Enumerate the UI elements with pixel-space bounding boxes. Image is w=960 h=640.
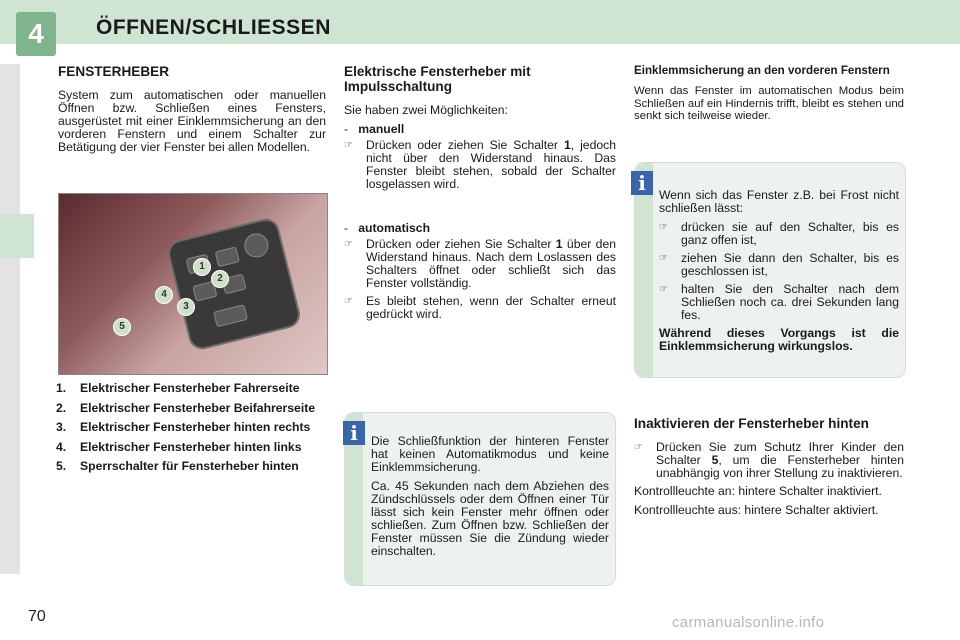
- mirror-knob: [242, 231, 271, 260]
- light-off-text: Kontrollleuchte aus: hintere Schalter aktiviert.: [634, 503, 879, 517]
- info-icon: i: [631, 171, 653, 195]
- info-box-text: Wenn sich das Fenster z.B. bei Frost nicht schließen lässt: ☞ drücken sie auf den Schalter, bis es ganz offen ist, ☞ ziehen Sie dann den Schalter, bis es geschlossen ist, ☞ halten Sie den Schalter nach dem Schließen noch ca. drei Sekunden lang fes. Während dieses Vorgangs ist die Einklemmsicherung wirkungslos.: [659, 188, 899, 353]
- manual-bullet: ☞ Drücken oder ziehen Sie Schalter 1, jedoch nicht über den Widerstand hinaus. Das Fenster bleibt stehen, sobald der Schalter losgelassen wird.: [344, 138, 617, 191]
- label-1: 1: [193, 258, 211, 276]
- pointer-icon: ☞: [659, 284, 668, 295]
- subheading-einklemm: Einklemmsicherung an den vorderen Fenstern: [634, 64, 890, 77]
- list-item: 4. Elektrischer Fensterheber hinten links: [56, 439, 302, 454]
- switch-panel: [165, 216, 303, 352]
- pointer-icon: ☞: [659, 222, 668, 233]
- label-3: 3: [177, 298, 195, 316]
- chapter-side-tab: [0, 214, 34, 258]
- label-5: 5: [113, 318, 131, 336]
- pointer-icon: ☞: [634, 442, 643, 453]
- info-box-frost: [634, 162, 906, 378]
- mode-manual-label: - manuell: [344, 122, 405, 136]
- list-item: 2. Elektrischer Fensterheber Beifahrerseite: [56, 400, 316, 415]
- info-box-stripe: [635, 163, 653, 377]
- window-switch-photo: [58, 193, 328, 375]
- label-4: 4: [155, 286, 173, 304]
- right-column-bottom: [634, 416, 904, 523]
- section-heading-inaktivieren: Inaktivieren der Fensterheber hinten: [634, 416, 869, 431]
- switch: [215, 246, 240, 267]
- pointer-icon: ☞: [344, 140, 353, 151]
- pointer-icon: ☞: [344, 296, 353, 307]
- light-on-text: Kontrollleuchte an: hintere Schalter inaktiviert.: [634, 484, 882, 498]
- side-margin-strip: [0, 64, 20, 574]
- einklemm-paragraph: Wenn das Fenster im automatischen Modus beim Schließen auf ein Hindernis trifft, bleibt es stehen und senkt sich teilweise wieder.: [634, 85, 904, 122]
- middle-column: [344, 64, 616, 326]
- section-heading-fensterheber: FENSTERHEBER: [58, 64, 170, 79]
- label-2: 2: [211, 270, 229, 288]
- pointer-icon: ☞: [344, 239, 353, 250]
- intro-paragraph: System zum automatischen oder manuellen Öffnen bzw. Schließen eines Fensters, ausgerüstet mit einer Einklemmsicherung an den vorderen Fenstern und einem Schalter zur Betätigung der vier Fenster bei allen Modellen.: [58, 88, 326, 154]
- list-item: 3. Elektrischer Fensterheber hinten rechts: [56, 420, 311, 434]
- deact-bullet: ☞ Drücken Sie zum Schutz Ihrer Kinder den Schalter 5, um die Fensterheber hinten unabhängig von ihrer Stellung zu inaktivieren.: [634, 440, 904, 480]
- auto-bullet-2: ☞ Es bleibt stehen, wenn der Schalter erneut gedrückt wird.: [344, 294, 616, 321]
- list-item: 5. Sperrschalter für Fensterheber hinten: [56, 459, 299, 473]
- auto-bullet-1: ☞ Drücken oder ziehen Sie Schalter 1 über den Widerstand hinaus. Nach dem Loslassen des Schalters öffnet oder schließt sich das Fenster vollständig.: [344, 237, 616, 290]
- list-item: 1. Elektrischer Fensterheber Fahrerseite: [56, 381, 300, 395]
- switch: [213, 304, 248, 327]
- watermark: carmanualsonline.info: [672, 614, 825, 631]
- right-column-top: [634, 64, 904, 129]
- chapter-number-badge: 4: [16, 12, 56, 56]
- pointer-icon: ☞: [659, 253, 668, 264]
- info-box-rear-windows: [344, 412, 616, 586]
- options-intro: Sie haben zwei Möglichkeiten:: [344, 103, 508, 117]
- mode-auto-label: - automatisch: [344, 221, 431, 235]
- page-number: 70: [28, 608, 46, 625]
- section-heading-impuls: Elektrische Fensterheber mit Impulsschaltung: [344, 64, 531, 94]
- page-title: ÖFFNEN/SCHLIESSEN: [96, 16, 331, 39]
- info-box-text: Die Schließfunktion der hinteren Fenster hat keinen Automatikmodus und keine Einklemmsicherung. Ca. 45 Sekunden nach dem Abziehen des Zündschlüssels oder dem Öffnen einer Tür lässt sich kein Fenster mehr öffnen oder schließen. Zum Öffnen bzw. Schließen der Fenster müssen Sie die Zündung wieder einschalten.: [371, 434, 609, 558]
- info-icon: i: [343, 421, 365, 445]
- left-column: [58, 64, 326, 160]
- legend-list: [56, 382, 326, 480]
